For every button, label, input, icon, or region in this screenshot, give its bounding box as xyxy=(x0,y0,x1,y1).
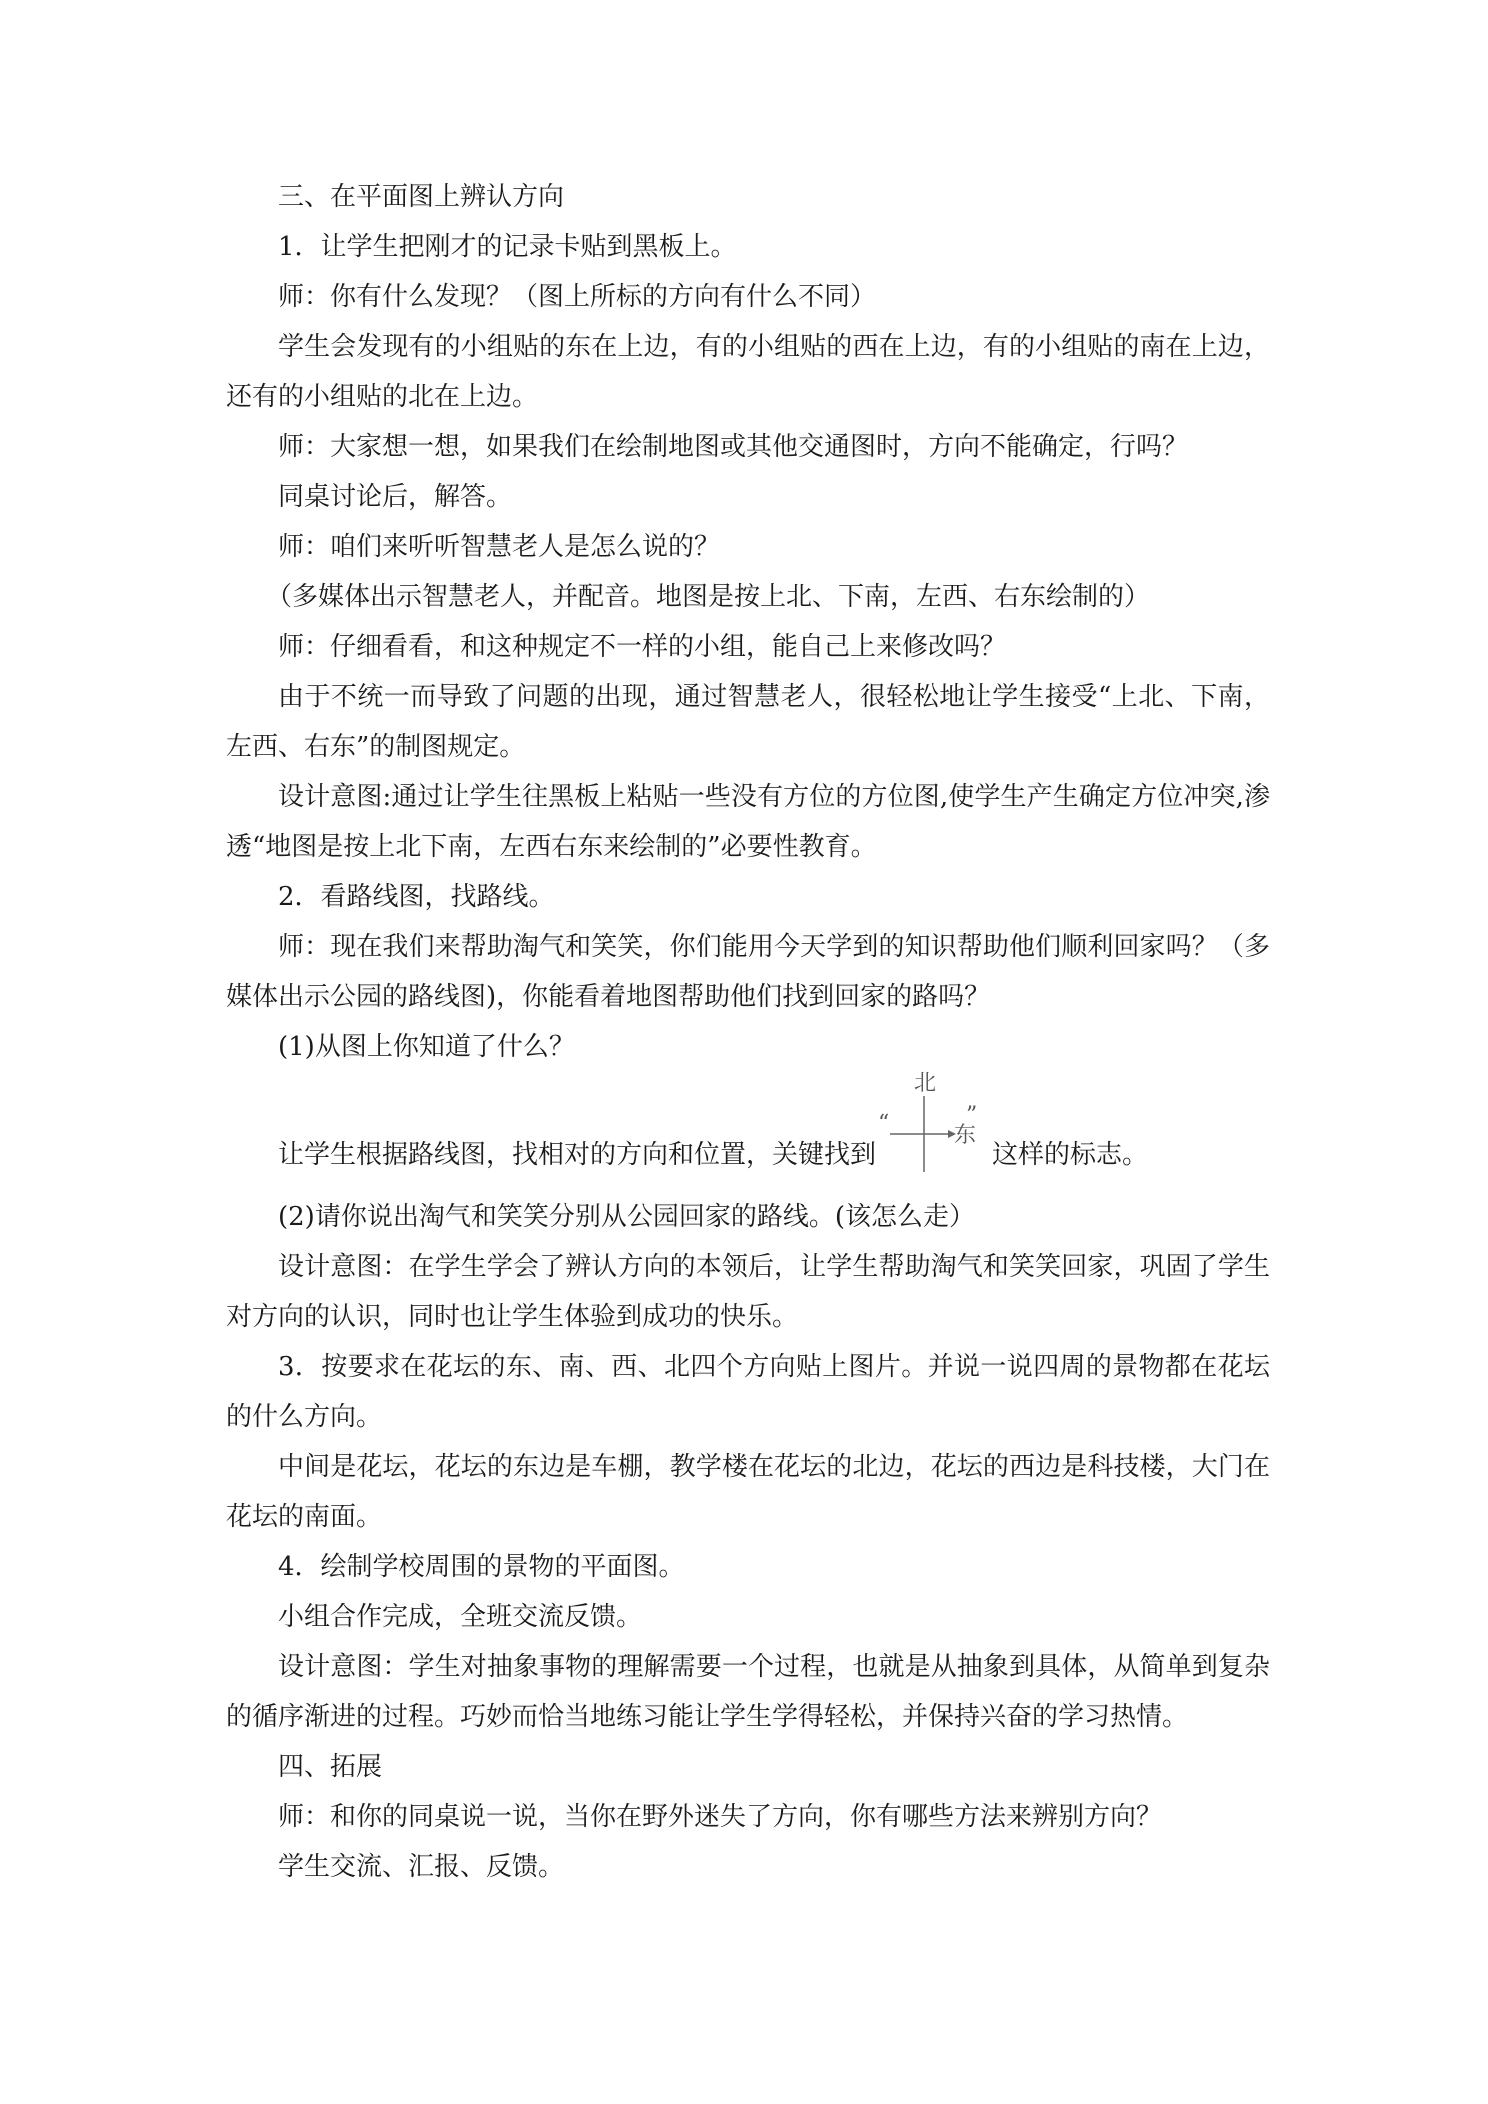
paragraph: 师：大家想一想，如果我们在绘制地图或其他交通图时，方向不能确定，行吗？ xyxy=(278,432,1189,462)
design-intent: 设计意图:通过让学生往黑板上粘贴一些没有方位的方位图,使学生产生确定方位冲突,渗透“地图是按上北下南，左西右东来绘制的”必要性教育。 xyxy=(226,782,1270,862)
step-3: 3．按要求在花坛的东、南、西、北四个方向贴上图片。并说一说四周的景物都在花坛的什么方向。 xyxy=(226,1352,1270,1432)
paragraph: 学生会发现有的小组贴的东在上边，有的小组贴的西在上边，有的小组贴的南在上边，还有的小组贴的北在上边。 xyxy=(226,332,1270,412)
compass-quote-close: ” xyxy=(966,1103,978,1128)
design-intent: 设计意图：学生对抽象事物的理解需要一个过程，也就是从抽象到具体，从简单到复杂的循序渐进的过程。巧妙而恰当地练习能让学生学得轻松，并保持兴奋的学习热情。 xyxy=(226,1652,1270,1732)
design-intent: 设计意图：在学生学会了辨认方向的本领后，让学生帮助淘气和笑笑回家，巩固了学生对方向的认识，同时也让学生体验到成功的快乐。 xyxy=(226,1252,1270,1332)
document-body xyxy=(226,172,1270,1892)
paragraph: （多媒体出示智慧老人，并配音。地图是按上北、下南，左西、右东绘制的） xyxy=(266,582,1151,612)
compass-north-label: 北 xyxy=(914,1071,937,1096)
paragraph: 师：现在我们来帮助淘气和笑笑，你们能用今天学到的知识帮助他们顺利回家吗？（多媒体出示公园的路线图)，你能看着地图帮助他们找到回家的路吗？ xyxy=(226,932,1270,1012)
compass-figure-line xyxy=(226,1072,1270,1192)
step-4: 4．绘制学校周围的景物的平面图。 xyxy=(278,1552,685,1582)
compass-icon xyxy=(878,1071,978,1182)
figure-text-after: 这样的标志。 xyxy=(992,1140,1149,1170)
question-1: (1)从图上你知道了什么？ xyxy=(278,1032,575,1062)
compass-east-label: 东 xyxy=(954,1123,977,1148)
section-heading-3: 三、在平面图上辨认方向 xyxy=(278,182,565,212)
compass-quote-open: “ xyxy=(878,1111,890,1136)
paragraph: 同桌讨论后，解答。 xyxy=(278,482,513,512)
paragraph: 中间是花坛，花坛的东边是车棚，教学楼在花坛的北边，花坛的西边是科技楼，大门在花坛的南面。 xyxy=(226,1452,1270,1532)
paragraph: 由于不统一而导致了问题的出现，通过智慧老人，很轻松地让学生接受“上北、下南，左西、右东”的制图规定。 xyxy=(226,682,1270,762)
question-2: (2)请你说出淘气和笑笑分别从公园回家的路线。(该怎么走） xyxy=(278,1202,975,1232)
step-2: 2．看路线图，找路线。 xyxy=(278,882,555,912)
paragraph: 师：和你的同桌说一说，当你在野外迷失了方向，你有哪些方法来辨别方向？ xyxy=(278,1802,1163,1832)
paragraph: 师：仔细看看，和这种规定不一样的小组，能自己上来修改吗？ xyxy=(278,632,1007,662)
paragraph: 小组合作完成，全班交流反馈。 xyxy=(278,1602,643,1632)
section-heading-4: 四、拓展 xyxy=(278,1752,383,1782)
paragraph: 学生交流、汇报、反馈。 xyxy=(278,1852,565,1882)
figure-text-before: 让学生根据路线图，找相对的方向和位置，关键找到 xyxy=(278,1140,877,1170)
paragraph: 师：你有什么发现？（图上所标的方向有什么不同） xyxy=(278,282,877,312)
step-1: 1．让学生把刚才的记录卡贴到黑板上。 xyxy=(278,232,737,262)
paragraph: 师：咱们来听听智慧老人是怎么说的？ xyxy=(278,532,721,562)
